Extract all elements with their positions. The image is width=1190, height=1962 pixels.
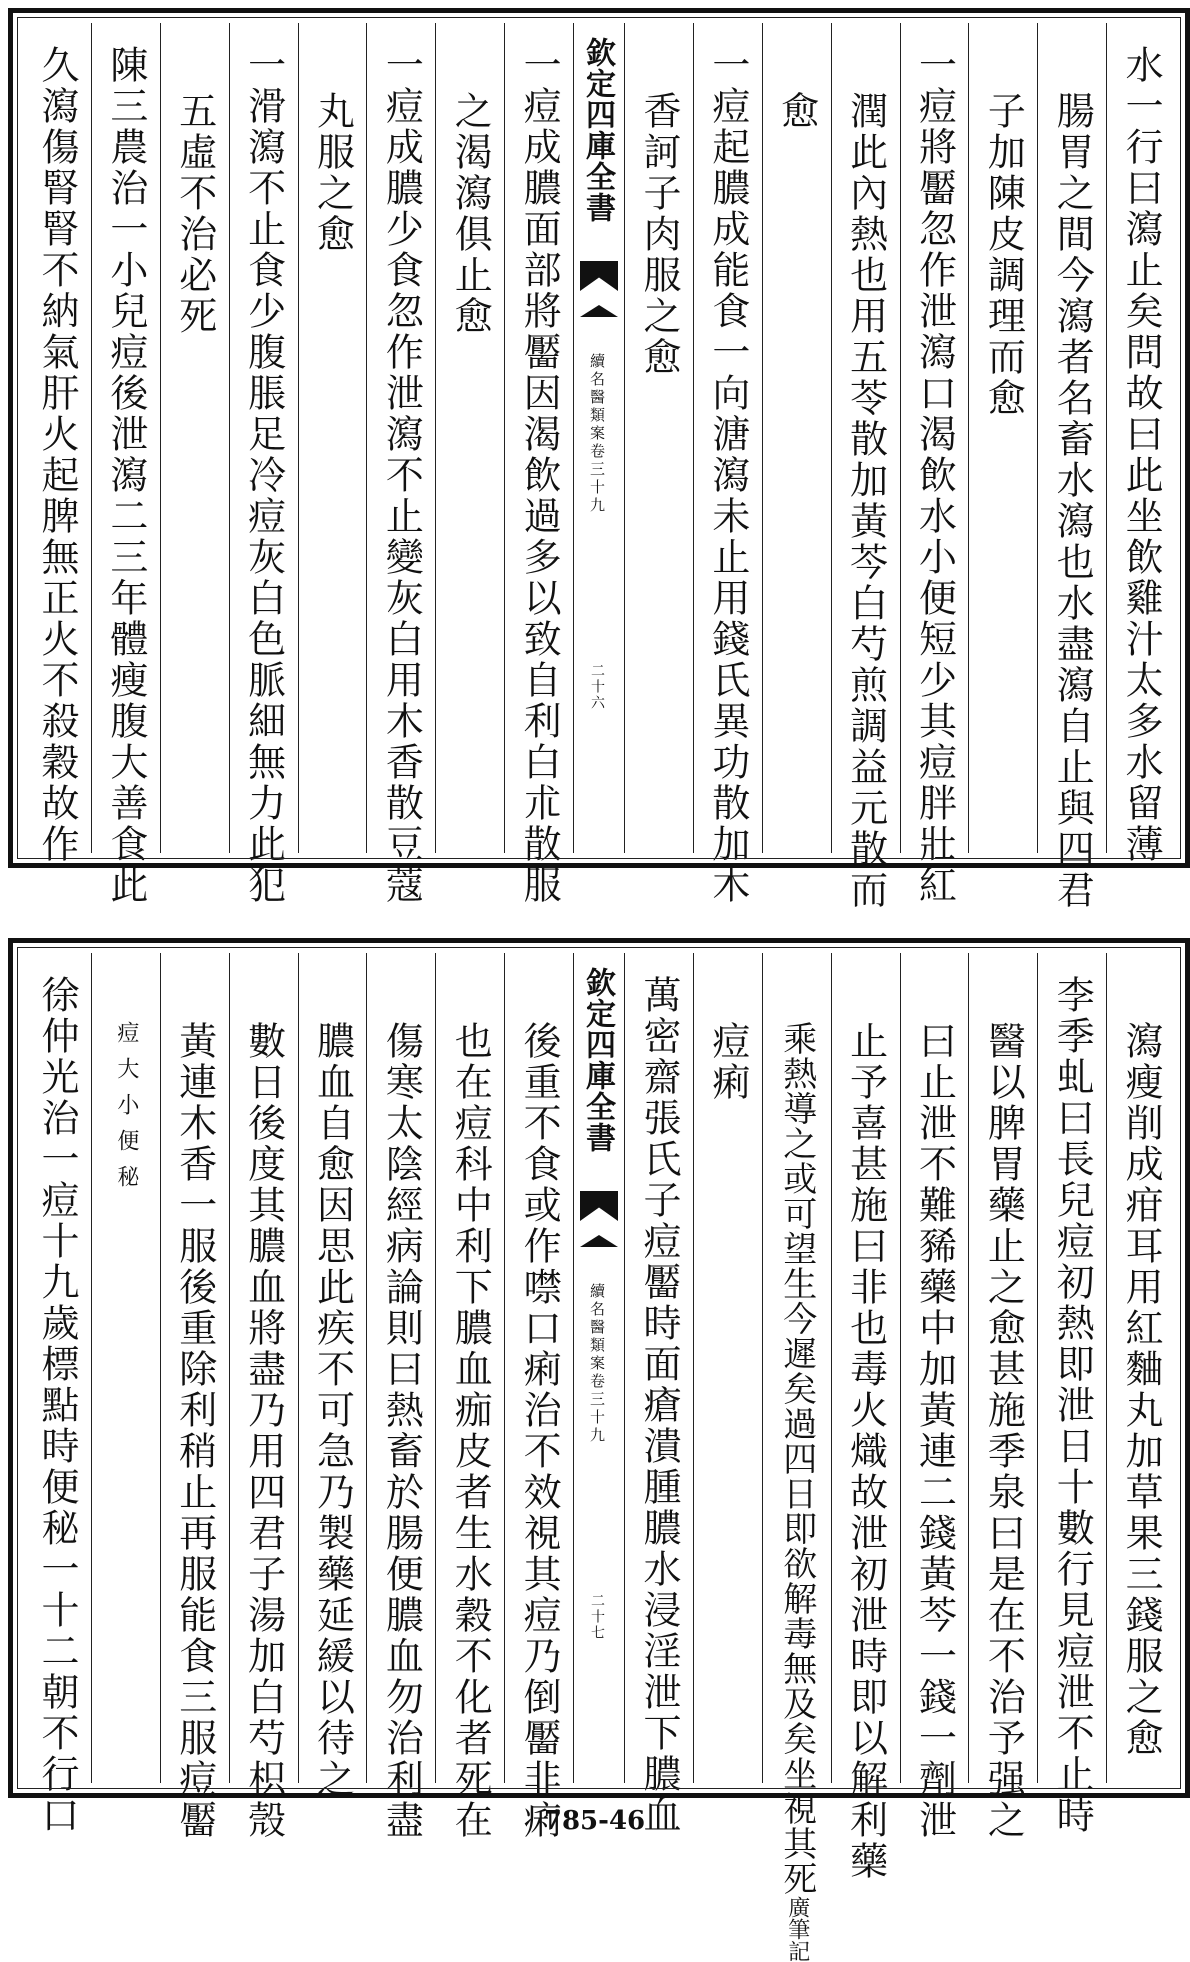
text-column (298, 23, 367, 853)
column-text: 李季虬曰長兒痘初熱即泄日十數行見痘泄不止時 (1050, 975, 1095, 1836)
column-text: 之渴瀉俱止愈 (448, 91, 493, 337)
column-text: 一滑瀉不止食少腹脹足冷痘灰白色脈細無力此犯 (241, 45, 286, 906)
text-column (504, 953, 573, 1841)
section-heading-column (91, 953, 160, 1783)
column-text: 止予喜甚施曰非也毒火熾故泄初泄時即以解利藥 (843, 1021, 888, 1882)
column-text: 久瀉傷腎腎不納氣肝火起脾無正火不殺穀故作 (34, 45, 79, 865)
text-column (624, 23, 693, 853)
source-note: 廣筆記 (784, 1896, 810, 1962)
text-column (1037, 953, 1106, 1836)
column-text: 醫以脾胃藥止之愈甚施季泉曰是在不治予强之 (981, 1021, 1026, 1841)
center-fold (573, 953, 624, 1783)
section-heading-column (693, 953, 762, 1783)
column-text (776, 953, 817, 1962)
text-column (900, 23, 969, 906)
text-column (693, 23, 762, 906)
column-text: 一痘成膿面部將靨因渴飲過多以致自利白朮散服 (517, 45, 562, 906)
text-column (1106, 953, 1175, 1783)
column-text: 一痘將靨忽作泄瀉口渴飲水小便短少其痘胖壯紅 (912, 45, 957, 906)
book-title: 欽定四庫全書 (580, 967, 615, 1153)
text-column (762, 23, 831, 853)
text-column (366, 23, 435, 906)
text-column (762, 953, 831, 1962)
text-column (900, 953, 969, 1841)
text-column (229, 953, 298, 1841)
text-column (229, 23, 298, 906)
section-heading: 痘大小便秘 (113, 1021, 139, 1201)
text-column (160, 953, 229, 1841)
source-title: 續名醫類案卷三十九 (588, 353, 606, 515)
column-text: 陳三農治一小兒痘後泄瀉二三年體瘦腹大善食此 (103, 45, 148, 906)
page-top (8, 8, 1190, 911)
text-column (831, 953, 900, 1882)
column-text: 也在痘科中利下膿血痂皮者生水穀不化者死在 (448, 1021, 493, 1841)
center-fold (573, 23, 624, 853)
column-text: 瀉瘦削成疳耳用紅麯丸加草果三錢服之愈 (1119, 1021, 1164, 1759)
column-text: 香訶子肉服之愈 (636, 91, 681, 378)
column-text: 數日後度其膿血將盡乃用四君子湯加白芍枳殼 (241, 1021, 286, 1841)
text-column (831, 23, 900, 911)
fish-tail-mark-lower (580, 1235, 618, 1247)
column-text: 愈 (774, 91, 819, 132)
column-text: 水一行曰瀉止矣問故曰此坐飲雞汁太多水留薄 (1119, 45, 1164, 865)
text-column (1106, 23, 1175, 865)
text-column (624, 953, 693, 1836)
text-column (1037, 23, 1106, 911)
page-number: 二十七 (589, 1593, 605, 1641)
text-column (298, 953, 367, 1800)
column-text: 丸服之愈 (310, 91, 355, 255)
column-text: 一痘成膿少食忽作泄瀉不止變灰白用木香散豆蔻 (379, 45, 424, 906)
column-grid (23, 23, 1175, 911)
text-column (23, 23, 91, 865)
section-heading: 痘痢 (705, 1021, 750, 1103)
column-text: 腸胃之間今瀉者名畜水瀉也水盡瀉自止與四君 (1050, 91, 1095, 911)
column-text: 後重不食或作噤口痢治不效視其痘乃倒靨非痢 (517, 1021, 562, 1841)
text-column (504, 23, 573, 906)
text-column (968, 23, 1037, 853)
text-column (366, 953, 435, 1841)
text-column (968, 953, 1037, 1841)
text-column (160, 23, 229, 853)
column-text: 傷寒太陰經病論則曰熱畜於腸便膿血勿治利盡 (379, 1021, 424, 1841)
text-column (435, 23, 504, 853)
column-text: 萬密齋張氏子痘靨時面瘡潰腫膿水浸淫泄下膿血 (636, 975, 681, 1836)
text-column (23, 953, 91, 1836)
page-number: 二十六 (589, 663, 605, 711)
column-text: 五虛不治必死 (172, 91, 217, 337)
column-text: 膿血自愈因思此疾不可急乃製藥延緩以待之 (310, 1021, 355, 1800)
column-text: 曰止泄不難豨藥中加黃連二錢黃芩一錢一劑泄 (912, 1021, 957, 1841)
fish-tail-mark (580, 1191, 618, 1221)
fish-tail-mark-lower (580, 305, 618, 317)
column-text: 子加陳皮調理而愈 (981, 91, 1026, 419)
source-title: 續名醫類案卷三十九 (588, 1283, 606, 1445)
plate-number: 785-46 (543, 1806, 646, 1836)
text-column (435, 953, 504, 1841)
text-column (91, 23, 160, 906)
book-title: 欽定四庫全書 (580, 37, 615, 223)
fish-tail-mark (580, 261, 618, 291)
text-run: 乘熱導之或可望生今遲矣過四日即欲解毒無及矣坐視其死 (776, 1021, 817, 1896)
column-text: 一痘起膿成能食一向溏瀉未止用錢氏異功散加木 (705, 45, 750, 906)
column-text: 潤此內熱也用五苓散加黃芩白芍煎調益元散而 (843, 91, 888, 911)
column-text: 黃連木香一服後重除利稍止再服能食三服痘靨 (172, 1021, 217, 1841)
column-text: 徐仲光治一痘十九歲標點時便秘一十二朝不行口 (34, 975, 79, 1836)
